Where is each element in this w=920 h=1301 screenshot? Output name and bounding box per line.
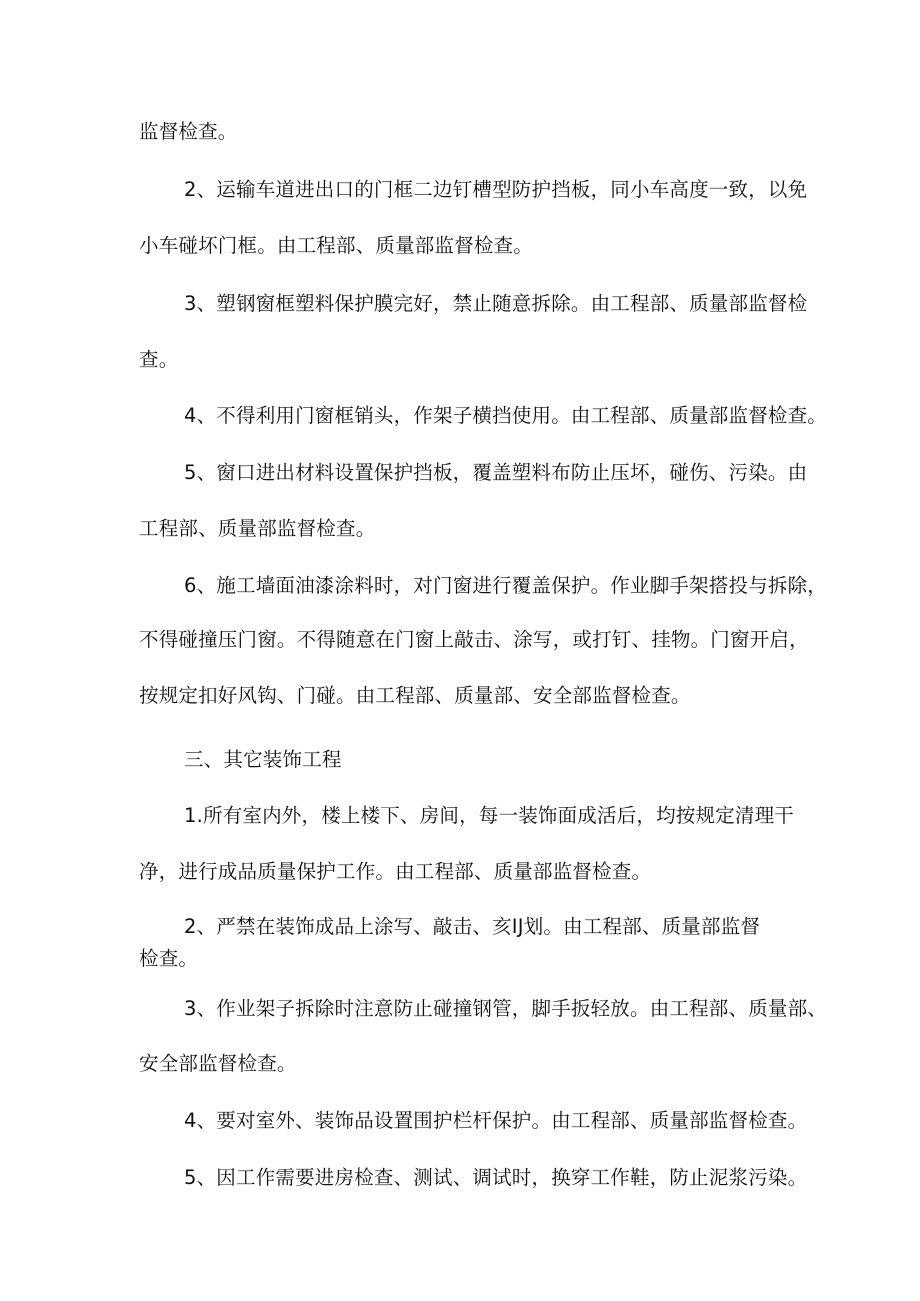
text-line: 2、严禁在装饰成品上涂写、敲击、亥IJ划。由工程部、质量部监督 (184, 915, 761, 938)
text-line: 5、因工作需要进房检查、测试、调试时，换穿工作鞋，防止泥浆污染。 (184, 1166, 808, 1189)
text-line: 5、窗口进出材料设置保护挡板，覆盖塑料布防止压坏，碰伤、污染。由 (184, 461, 808, 484)
text-line: 净，进行成品质量保护工作。由工程部、质量部监督检查。 (139, 860, 652, 883)
text-line: 小车碰坏门框。由工程部、质量部监督检查。 (139, 234, 534, 257)
text-line: 3、作业架子拆除时注意防止碰撞钢管，脚手扳轻放。由工程部、质量部、 (184, 997, 828, 1020)
text-line: 工程部、质量部监督检查。 (139, 517, 376, 540)
section-heading: 三、其它装饰工程 (184, 748, 342, 771)
text-line: 查。 (139, 348, 179, 371)
text-line: 4、要对室外、装饰品设置围护栏杆保护。由工程部、质量部监督检查。 (184, 1109, 808, 1132)
text-line: 3、塑钢窗框塑料保护膜完好，禁止随意拆除。由工程部、质量部监督检 (184, 292, 808, 315)
text-line: 不得碰撞压门窗。不得随意在门窗上敲击、涂写，或打钉、挂物。门窗开启， (139, 628, 809, 651)
text-line: 1.所有室内外，楼上楼下、房间，每一装饰面成活后，均按规定清理干 (184, 804, 795, 827)
text-line: 4、不得利用门窗框销头，作架子横挡使用。由工程部、质量部监督检查。 (184, 404, 828, 427)
text-line: 安全部监督检查。 (139, 1052, 297, 1075)
text-line: 2、运输车道进出口的门框二边钉槽型防护挡板，同小车高度一致，以免 (184, 178, 808, 201)
text-line: 监督检查。 (139, 120, 238, 143)
text-line: 检查。 (139, 947, 199, 970)
text-line: 按规定扣好风钩、门碰。由工程部、质量部、安全部监督检查。 (139, 684, 691, 707)
text-line: 6、施工墙面油漆涂料时，对门窗进行覆盖保护。作业脚手架搭投与拆除， (184, 574, 828, 597)
